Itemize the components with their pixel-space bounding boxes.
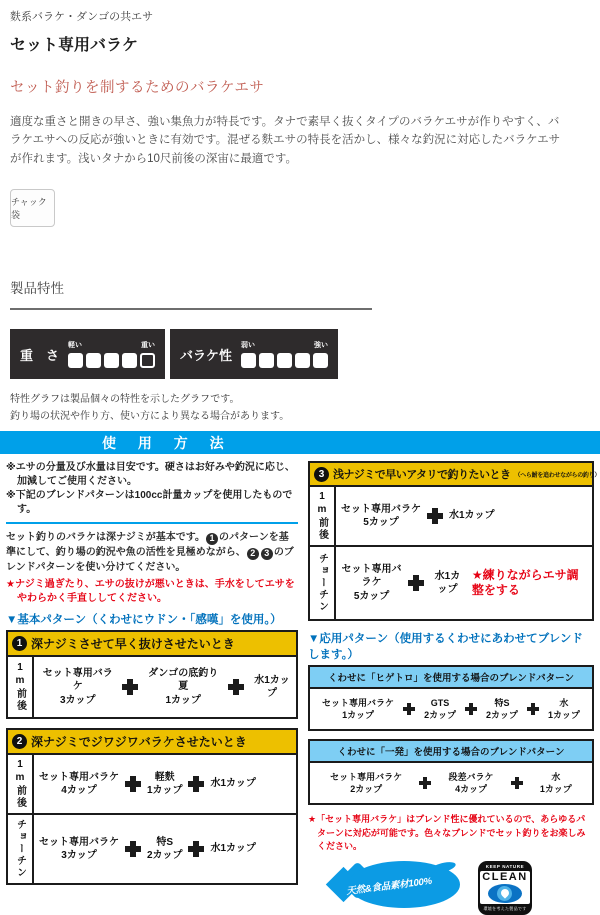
plus-icon xyxy=(527,703,539,715)
scale-endpoint-labels xyxy=(68,340,155,350)
plus-icon xyxy=(419,777,431,789)
plus-icon xyxy=(408,575,424,591)
ingredient xyxy=(449,509,494,523)
usage-section xyxy=(0,431,600,915)
recipe-mix xyxy=(34,755,296,813)
blend-mix xyxy=(310,763,592,803)
ingredient xyxy=(250,674,294,701)
traits-note: 特性グラフは製品個々の特性を示したグラフです。 xyxy=(10,394,240,406)
usage-pattern-box xyxy=(308,461,600,621)
scale-square xyxy=(259,353,274,368)
ingredient xyxy=(548,697,580,721)
ingredient xyxy=(330,771,402,795)
ingredient xyxy=(210,777,255,791)
recipe-mix xyxy=(336,487,592,545)
traits-section xyxy=(0,277,600,425)
pattern-subtitle: （へら鮒を追わせながらの釣り） xyxy=(514,472,600,479)
usage-heading: 使 用 方 法 xyxy=(102,434,233,451)
ingredient xyxy=(144,667,222,708)
ingredient xyxy=(341,503,421,530)
trait-meters xyxy=(10,329,590,379)
scale-max-label: 重い xyxy=(141,342,156,350)
pattern-number-icon: 3 xyxy=(314,467,329,482)
ingredient xyxy=(39,836,119,863)
badges xyxy=(308,861,594,915)
product-tagline: セット釣りを制するためのバラケエサ xyxy=(10,80,265,96)
ingredient-amount: 5カップ xyxy=(363,517,399,529)
pattern-title: 深ナジミでジワジワバラケさせたいとき xyxy=(31,735,247,750)
ingredient-amount: 1カップ xyxy=(165,694,201,706)
ingredient-name: 軽麩 xyxy=(154,771,175,783)
ingredient-name: 水 xyxy=(559,698,569,709)
trait-meter xyxy=(10,329,165,379)
recipe-note: ★練りながらエサ調整をする xyxy=(471,567,579,598)
product-description: 適度な重さと開きの早さ、強い集魚力が特長です。タナで素早く抜くタイプのバラケエサが作りやすく、バラケエサへの反応が強いときに有効です。混ぜる麩エサの特長を活かし、様々な釣況に対応したバラケエサが作れます。浅いタナから10尺前後の深宙に最適です。 xyxy=(10,116,561,165)
ingredient-amount: 4カップ xyxy=(61,785,97,797)
ingredient-name: GTS xyxy=(430,698,450,709)
ingredient-name: 水1カップ xyxy=(434,570,461,596)
plus-icon xyxy=(465,703,477,715)
pattern-header xyxy=(8,730,296,755)
recipe-row xyxy=(8,755,296,813)
trait-scale xyxy=(241,340,328,368)
ingredient-name: 水1カップ xyxy=(449,510,495,522)
scale-endpoint-labels xyxy=(241,340,328,350)
ingredient-name: 水1カップ xyxy=(254,674,290,700)
package-tag: チャック袋 xyxy=(10,189,55,227)
scale-square xyxy=(241,353,256,368)
trait-label: 重 さ xyxy=(20,347,60,363)
plus-icon xyxy=(122,679,138,695)
usage-intro: セット釣りのバラケは深ナジミが基本です。 1 のパターンを基準にして、釣り場の釣況や魚の活性を見極めながら、 2 3 のブレンドパターンを使い分けてください。 xyxy=(6,532,294,574)
usage-columns xyxy=(0,461,600,915)
ingredient xyxy=(424,697,456,721)
ingredient-amount: 2カップ xyxy=(424,710,456,721)
blend-header: くわせに「ヒゲトロ」を使用する場合のブレンドパターン xyxy=(310,667,592,689)
clean-badge-top-label: KEEP NATURE xyxy=(485,863,525,869)
product-title: セット専用バラケ xyxy=(10,37,139,54)
ingredient-amount: 2カップ xyxy=(350,784,383,795)
scale-square xyxy=(122,353,137,368)
ingredient xyxy=(147,771,182,798)
plus-icon xyxy=(188,776,204,792)
ingredient xyxy=(486,697,518,721)
ingredient-name: セット専用バラケ xyxy=(341,503,421,515)
scale-square xyxy=(68,353,83,368)
ingredient-amount: 1カップ xyxy=(539,784,572,795)
pattern-number-icon: 2 xyxy=(12,734,27,749)
scale-squares xyxy=(68,353,155,368)
ingredient-amount: 2カップ xyxy=(486,710,518,721)
usage-warning: ★ナジミ過ぎたり、エサの抜けが悪いときは、手水をしてエサをやわらかく手直ししてください。 xyxy=(6,579,295,605)
ingredient-name: セット専用バラケ xyxy=(322,698,395,709)
ingredient-amount: 1カップ xyxy=(342,710,374,721)
ingredient-amount: 3カップ xyxy=(59,694,96,706)
clean-badge-main-label: CLEAN xyxy=(482,871,528,884)
plus-icon xyxy=(427,508,443,524)
footer-warning: ★「セット専用バラケ」はブレンド性に優れているので、あらゆるパターンに対応が可能です。色々なブレンドでセット釣りをお楽しみください。 xyxy=(308,814,586,852)
depth-label: チョーチン xyxy=(8,815,34,883)
plus-icon xyxy=(228,679,244,695)
natural-ingredients-badge xyxy=(332,861,462,909)
ingredient xyxy=(39,667,116,708)
plus-icon xyxy=(125,841,141,857)
ingredient-name: 段差バラケ xyxy=(448,772,494,783)
product-header xyxy=(0,0,600,227)
pattern3-slot xyxy=(308,461,600,621)
ingredient xyxy=(430,570,465,597)
ingredient xyxy=(210,842,255,856)
scale-squares xyxy=(241,353,328,368)
ingredient xyxy=(449,771,494,795)
ingredient xyxy=(39,771,119,798)
natural-badge-label: 天然&食品素材100% xyxy=(345,875,433,897)
plus-icon xyxy=(511,777,523,789)
usage-note: ※下記のブレンドパターンは100cc計量カップを使用したものです。 xyxy=(6,490,293,516)
recipe-row xyxy=(8,657,296,717)
ingredient xyxy=(147,836,182,863)
usage-note: ※エサの分量及び水量は目安です。硬さはお好みや釣況に応じ、加減してご使用ください。 xyxy=(6,462,295,488)
scale-min-label: 軽い xyxy=(68,342,83,350)
fish-eye-icon xyxy=(488,884,522,903)
product-category: 麩系バラケ・ダンゴの共エサ xyxy=(10,11,154,23)
depth-label: 1m前後 xyxy=(8,755,34,813)
ingredient-amount: 1カップ xyxy=(147,785,183,797)
blend-patterns xyxy=(308,665,594,805)
recipe-mix xyxy=(34,657,296,717)
usage-heading-bar xyxy=(0,431,600,454)
ingredient xyxy=(540,771,572,795)
trait-meter xyxy=(170,329,338,379)
circled-number: 2 xyxy=(247,548,259,560)
blend-pattern-box xyxy=(308,665,594,731)
trait-label: バラケ性 xyxy=(180,347,233,363)
pattern-header xyxy=(8,632,296,657)
recipe-row xyxy=(310,487,592,545)
usage-right-column xyxy=(308,461,600,915)
plus-icon xyxy=(125,776,141,792)
ingredient-name: 特S xyxy=(156,836,174,848)
keep-nature-clean-badge xyxy=(478,861,532,915)
scale-square xyxy=(104,353,119,368)
ingredient-amount: 2カップ xyxy=(147,850,183,862)
pattern-header xyxy=(310,463,600,487)
blend-header: くわせに「一発」を使用する場合のブレンドパターン xyxy=(310,741,592,763)
ingredient-name: セット専用バラケ xyxy=(330,772,403,783)
ingredient-name: 水1カップ xyxy=(210,843,256,855)
recipe-mix xyxy=(34,815,296,883)
usage-left-column xyxy=(6,461,298,894)
trait-scale xyxy=(68,340,155,368)
usage-pattern-box xyxy=(6,728,298,885)
plus-icon xyxy=(403,703,415,715)
pattern-number-icon: 1 xyxy=(12,636,27,651)
pattern-title: 深ナジミさせて早く抜けさせたいとき xyxy=(31,637,235,652)
ingredient-name: 水 xyxy=(551,772,561,783)
ingredient-name: 特S xyxy=(494,698,510,709)
basic-patterns xyxy=(6,630,298,885)
traits-note: 釣り場の状況や作り方、使い方により異なる場合があります。 xyxy=(10,410,290,422)
ingredient xyxy=(322,697,394,721)
divider xyxy=(6,522,298,524)
pattern-title: 浅ナジミで早いアタリで釣りたいとき xyxy=(333,469,511,482)
recipe-mix xyxy=(336,547,592,619)
scale-square xyxy=(140,353,155,368)
traits-heading: 製品特性 xyxy=(10,281,64,297)
ingredient-amount: 3カップ xyxy=(61,850,97,862)
ingredient-name: ダンゴの底釣り夏 xyxy=(148,667,219,693)
basic-pattern-label: ▼基本パターン（くわせにウドン・「感嘆」を使用。） xyxy=(6,614,282,627)
scale-square xyxy=(86,353,101,368)
ingredient xyxy=(341,563,402,604)
apply-pattern-label: ▼応用パターン（使用するくわせにあわせてブレンドします。） xyxy=(308,633,583,662)
usage-pattern-box xyxy=(6,630,298,719)
ingredient-name: セット専用バラケ xyxy=(341,563,402,589)
ingredient-name: セット専用バラケ xyxy=(39,836,119,848)
scale-max-label: 強い xyxy=(314,342,329,350)
circled-number: 1 xyxy=(206,533,218,545)
plus-icon xyxy=(188,841,204,857)
ingredient-amount: 1カップ xyxy=(547,710,580,721)
scale-square xyxy=(277,353,292,368)
blend-pattern-box xyxy=(308,739,594,805)
scale-square xyxy=(295,353,310,368)
scale-square xyxy=(313,353,328,368)
divider xyxy=(10,308,372,310)
ingredient-name: セット専用バラケ xyxy=(39,771,119,783)
circled-number: 3 xyxy=(261,548,273,560)
scale-min-label: 弱い xyxy=(241,342,256,350)
depth-label: 1m前後 xyxy=(310,487,336,545)
ingredient-amount: 5カップ xyxy=(353,590,390,602)
ingredient-amount: 4カップ xyxy=(455,784,487,795)
ingredient-name: 水1カップ xyxy=(210,778,256,790)
ingredient-name: セット専用バラケ xyxy=(42,667,113,693)
clean-badge-body xyxy=(480,871,530,904)
recipe-row xyxy=(310,545,592,619)
depth-label: チョーチン xyxy=(310,547,336,619)
clean-badge-bottom-label: 環境を考えた製品です xyxy=(483,905,527,911)
depth-label: 1m前後 xyxy=(8,657,34,717)
recipe-row xyxy=(8,813,296,883)
blend-mix xyxy=(310,689,592,729)
